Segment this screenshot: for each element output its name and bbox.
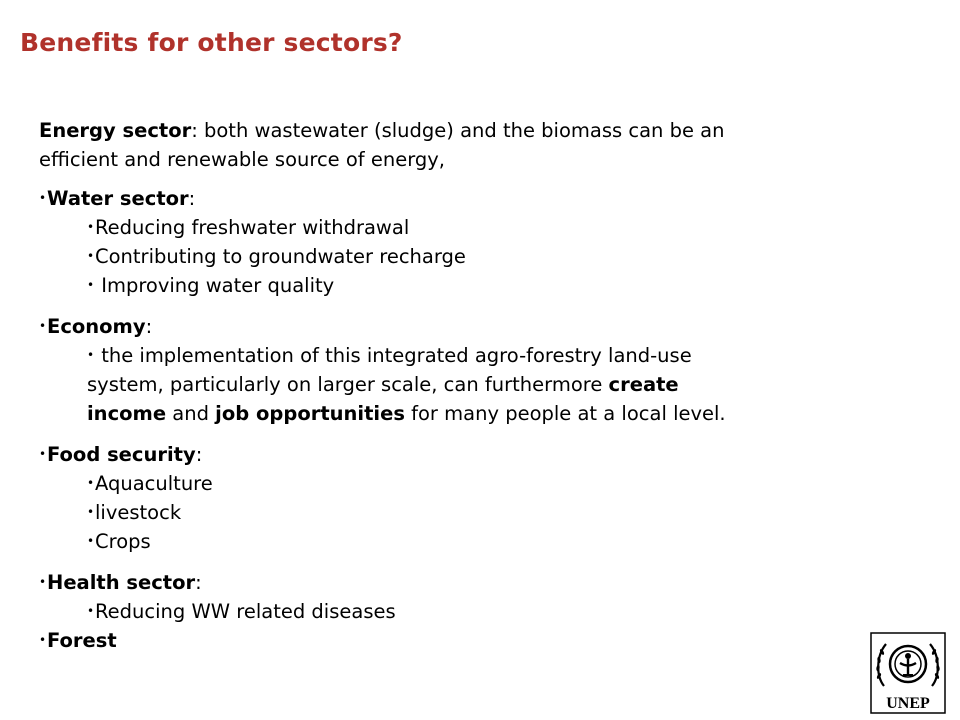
forest-heading: •Forest xyxy=(39,626,909,655)
list-item-continued: income and job opportunities for many people at a local level. xyxy=(87,402,726,425)
bullet-icon: • xyxy=(87,249,95,263)
energy-sector-text: : both wastewater (sludge) and the biomass can be an xyxy=(191,119,725,142)
list-item: •Reducing freshwater withdrawal xyxy=(39,213,909,242)
list-item-continued: system, particularly on larger scale, can furthermore create xyxy=(87,373,679,396)
list-item: •livestock xyxy=(39,498,909,527)
water-sector-heading: •Water sector: xyxy=(39,184,909,213)
bullet-icon: • xyxy=(39,575,47,589)
health-sector-heading: •Health sector: xyxy=(39,568,909,597)
energy-sector-paragraph xyxy=(39,116,909,174)
list-item: •Reducing WW related diseases xyxy=(39,597,909,626)
energy-sector-label: Energy sector xyxy=(39,119,192,142)
bullet-icon: • xyxy=(87,278,95,292)
list-item: • Improving water quality xyxy=(39,271,909,300)
unep-emblem-icon xyxy=(870,632,946,714)
bullet-icon: • xyxy=(39,633,47,647)
list-item: • the implementation of this integrated agro-forestry land-use xyxy=(39,341,909,370)
water-sector-section xyxy=(39,184,909,300)
slide-content xyxy=(39,116,909,655)
forest-section xyxy=(39,626,909,655)
bullet-icon: • xyxy=(87,348,95,362)
list-item: •Aquaculture xyxy=(39,469,909,498)
energy-sector-text-continued: efficient and renewable source of energy, xyxy=(39,148,445,171)
slide-title: Benefits for other sectors? xyxy=(20,28,403,57)
economy-section xyxy=(39,312,909,428)
health-sector-section xyxy=(39,568,909,626)
list-item: •Contributing to groundwater recharge xyxy=(39,242,909,271)
bullet-icon: • xyxy=(87,505,95,519)
list-item: •Crops xyxy=(39,527,909,556)
bullet-icon: • xyxy=(87,534,95,548)
economy-heading: •Economy: xyxy=(39,312,909,341)
food-security-section xyxy=(39,440,909,556)
bullet-icon: • xyxy=(87,604,95,618)
bullet-icon: • xyxy=(39,319,47,333)
bullet-icon: • xyxy=(87,476,95,490)
unep-logo-text: UNEP xyxy=(886,695,930,712)
bullet-icon: • xyxy=(87,220,95,234)
bullet-icon: • xyxy=(39,447,47,461)
bullet-icon: • xyxy=(39,191,47,205)
food-security-heading: •Food security: xyxy=(39,440,909,469)
unep-logo xyxy=(870,632,946,714)
